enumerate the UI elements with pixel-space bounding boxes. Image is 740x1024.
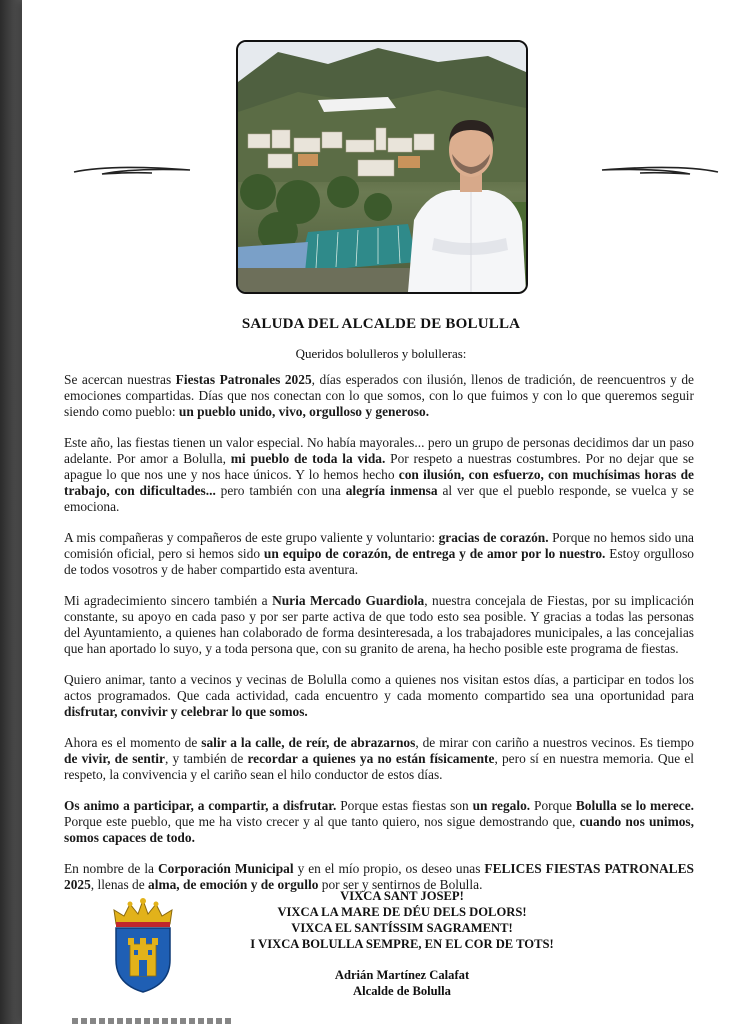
- bold-run: alegría inmensa: [345, 483, 438, 498]
- bold-run: alma, de emoción y de orgullo: [148, 877, 319, 892]
- text-run: Porque este pueblo, que me ha visto crecer y al que tanto quiero, nos sigue demostrando que,: [64, 814, 580, 829]
- page-edge: [0, 0, 22, 1024]
- bold-run: gracias de corazón.: [438, 530, 549, 545]
- bolulla-coat-of-arms-icon: [110, 898, 176, 994]
- closing-line: VIXCA SANT JOSEP!: [340, 889, 464, 903]
- paragraph: [64, 735, 694, 783]
- flourish-divider-icon: [600, 160, 720, 180]
- bold-run: Corporación Municipal: [157, 861, 294, 876]
- paragraph: [64, 593, 694, 657]
- bold-run: recordar a quienes ya no están físicamente: [247, 751, 495, 766]
- signature-block: [192, 967, 612, 999]
- bold-run: un pueblo unido, vivo, orgulloso y generoso.: [178, 404, 430, 419]
- bold-run: con ilusión, con esfuerzo, con muchísimas horas de trabajo, con dificultades...: [64, 467, 694, 498]
- flourish-divider-icon: [72, 160, 192, 180]
- text-run: , pero sí en nuestra memoria. Que el respeto, la convivencia y el cariño sean el hilo conductor de estos días.: [64, 751, 694, 782]
- bold-run: de vivir, de sentir: [64, 751, 165, 766]
- text-run: Porque estas fiestas son: [336, 798, 473, 813]
- bold-run: FELICES FIESTAS PATRONALES 2025: [64, 861, 694, 892]
- paragraph: [64, 530, 694, 578]
- text-run: Se acercan nuestras: [64, 372, 176, 387]
- text-run: En nombre de la: [64, 861, 158, 876]
- text-run: , llenas de: [90, 877, 149, 892]
- text-run: Mi agradecimiento sincero también a: [64, 593, 273, 608]
- text-run: Ahora es el momento de: [64, 735, 202, 750]
- paragraph: [64, 798, 694, 846]
- bold-run: un equipo de corazón, de entrega y de amor por lo nuestro.: [263, 546, 606, 561]
- signature-name: Adrián Martínez Calafat: [334, 968, 470, 982]
- text-run: por ser y sentirnos de Bolulla.: [318, 877, 483, 892]
- text-run: , y también de: [164, 751, 248, 766]
- page-title: SALUDA DEL ALCALDE DE BOLULLA: [241, 316, 521, 332]
- bold-run: Os animo a participar, a compartir, a disfrutar.: [64, 798, 337, 813]
- text-run: , días esperados con ilusión, llenos de tradición, de reencuentros y de emociones compartidas. Días que nos conectan con lo que somos, con lo que fuimos y con lo que queremos seguir siendo como pueblo:: [64, 372, 695, 419]
- text-run: , nuestra concejala de Fiestas, por su implicación constante, su apoyo en cada paso y por ser parte activa de que todo esto sea posible. Y gracias a todas las personas del Ayuntamiento, a quienes han colaborado de forma desinteresada, a los trabajadores municipales, a las concejalias que han aportado lo suyo, y a toda persona que, con su granito de arena, ha hecho posible este programa de fiestas.: [64, 593, 694, 656]
- closing-line: VIXCA EL SANTÍSSIM SAGRAMENT!: [291, 921, 513, 935]
- bold-run: disfrutar, convivir y celebrar lo que somos.: [64, 704, 308, 719]
- greeting: Queridos bolulleros y bolulleras:: [295, 346, 467, 361]
- bold-run: cuando nos unimos, somos capaces de todo.: [64, 814, 694, 845]
- document-page: [22, 0, 740, 1024]
- signature-role: Alcalde de Bolulla: [353, 984, 451, 998]
- text-run: Quiero animar, tanto a vecinos y vecinas de Bolulla como a quienes nos visitan estos días, a participar en todos los actos programados. Que cada actividad, cada encuentro y cada momento compartido sea una oportunidad para: [64, 672, 694, 703]
- text-run: al ver que el pueblo responde, se vuelca y se emociona.: [64, 483, 694, 514]
- closing-line: VIXCA LA MARE DE DÉU DELS DOLORS!: [277, 905, 527, 919]
- paragraph: [64, 435, 694, 515]
- paragraph: [64, 672, 694, 720]
- text-run: , de mirar con cariño a nuestros vecinos. Es tiempo: [415, 735, 695, 750]
- next-page-text-fragment: [72, 1018, 232, 1024]
- bold-run: Nuria Mercado Guardiola: [272, 593, 425, 608]
- mayor-photo: [236, 40, 528, 294]
- text-run: Porque no hemos sido una comisión oficial, pero si hemos sido: [64, 530, 695, 561]
- bold-run: salir a la calle, de reír, de abrazarnos: [201, 735, 416, 750]
- text-run: A mis compañeras y compañeros de este grupo valiente y voluntario:: [64, 530, 439, 545]
- bold-run: mi pueblo de toda la vida.: [230, 451, 386, 466]
- text-run: Este año, las fiestas tienen un valor especial. No había mayorales... pero un grupo de personas decidimos dar un paso adelante. Por amor a Bolulla,: [64, 435, 694, 466]
- text-run: Porque: [530, 798, 576, 813]
- bold-run: Fiestas Patronales 2025: [175, 372, 312, 387]
- closing-line: I VIXCA BOLULLA SEMPRE, EN EL COR DE TOTS!: [250, 937, 554, 951]
- text-run: pero también con una: [215, 483, 346, 498]
- letter-body: [64, 372, 694, 908]
- text-run: Por respeto a nuestras costumbres. Por no dejar que se apague lo que nos une y nos hace únicos. Y lo hemos hecho: [64, 451, 695, 482]
- paragraph: [64, 372, 694, 420]
- closing-cheers: [192, 888, 612, 952]
- text-run: Estoy orgulloso de todos vosotros y de haber compartido esta aventura.: [64, 546, 694, 577]
- text-run: y en el mío propio, os deseo unas: [293, 861, 485, 876]
- bold-run: Bolulla se lo merece.: [575, 798, 695, 813]
- bold-run: un regalo.: [472, 798, 531, 813]
